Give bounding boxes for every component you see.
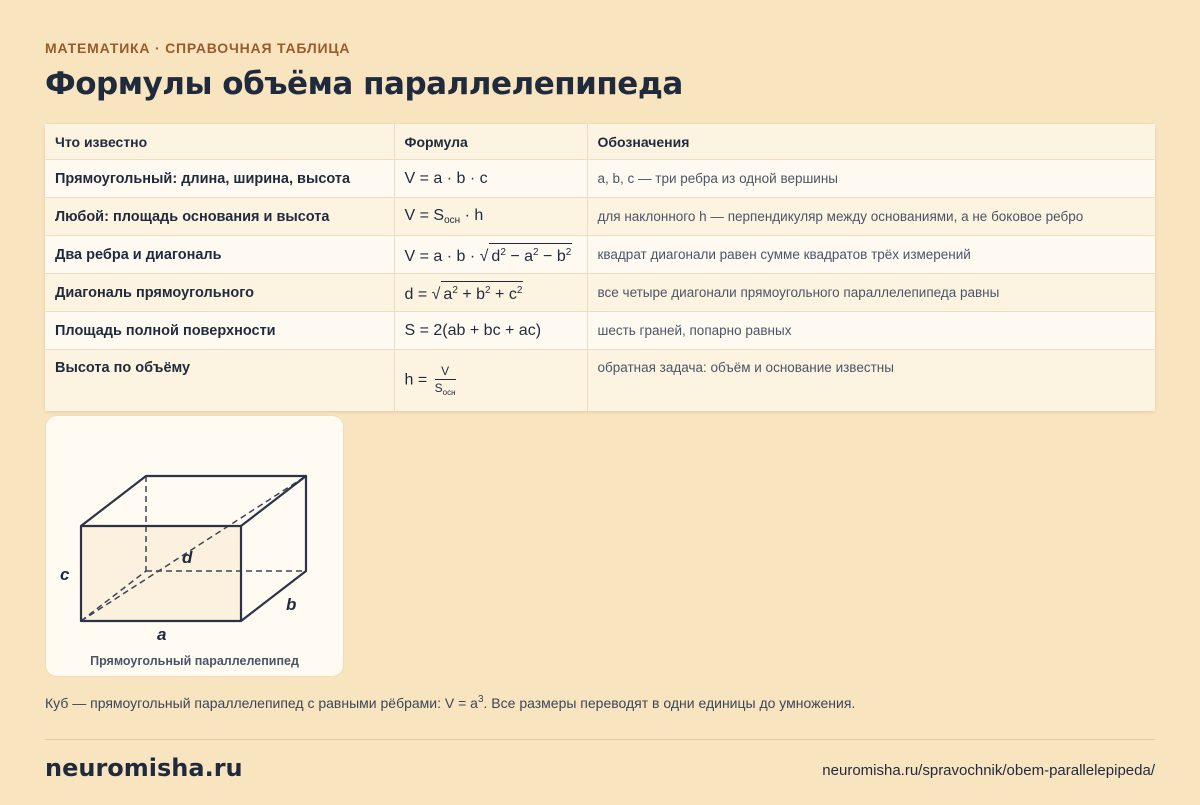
footnote-text: Куб — прямоугольный параллелепипед с равными рёбрами: V = a [45,695,478,711]
row-formula: S = 2(ab + bc + ac) [394,312,587,350]
top-edges [81,476,306,526]
formula-exponent: 2 [485,285,491,296]
row-formula [394,236,587,274]
row-note: a, b, c — три ребра из одной вершины [587,160,1155,198]
formula-text: + c [490,286,517,303]
front-face [81,526,241,621]
table-row [45,236,1155,274]
site-logo[interactable]: neuromisha.ru [45,754,243,782]
table-header-row [45,124,1155,160]
figure-caption: Прямоугольный параллелепипед [90,654,299,668]
row-note: все четыре диагонали прямоугольного параллелепипеда равны [587,274,1155,312]
parallelepiped-diagram [46,416,343,676]
radicand [441,281,523,303]
row-formula [394,274,587,312]
row-note: квадрат диагонали равен сумме квадратов трёх измерений [587,236,1155,274]
formula-text: V = a · b · √ [404,248,489,265]
formula-exponent: 2 [500,247,506,258]
formula-table [45,124,1155,411]
row-note: шесть граней, попарно равных [587,312,1155,350]
formula-exponent: 2 [516,285,523,296]
formula-text: h = [404,371,432,389]
footnote-exponent: 3 [477,694,484,705]
formula-text: + b [457,286,486,303]
table-row [45,350,1155,412]
row-formula [394,350,587,412]
fraction [435,364,456,397]
row-note: обратная задача: объём и основание известны [587,350,1155,412]
row-note: для наклонного h — перпендикуляр между основаниями, а не боковое ребро [587,198,1155,236]
formula-subscript: осн [442,388,456,397]
row-known: Прямоугольный: длина, ширина, высота [45,160,394,198]
table-row [45,274,1155,312]
formula-text: a [443,286,453,303]
label-b: b [286,595,297,614]
page-title: Формулы объёма параллелепипеда [45,66,683,102]
formula-text: d [491,248,501,265]
footer-divider [45,739,1155,740]
formula-exponent: 2 [533,247,539,258]
cube-footnote [45,694,855,711]
parallelepiped-figure-card [45,415,344,677]
radicand [489,243,572,265]
column-header-notation: Обозначения [587,124,1155,160]
fraction-denominator [435,380,456,397]
formula-text: d = √ [404,286,441,303]
formula-subscript: осн [444,215,461,226]
row-known: Любой: площадь основания и высота [45,198,394,236]
table-row [45,198,1155,236]
row-known: Высота по объёму [45,350,394,412]
row-known: Площадь полной поверхности [45,312,394,350]
formula-table-card [45,124,1155,411]
row-formula [394,198,587,236]
formula-text: · h [460,207,484,224]
category-kicker: МАТЕМАТИКА · СПРАВОЧНАЯ ТАБЛИЦА [45,40,351,56]
row-formula: V = a · b · c [394,160,587,198]
page-url-link[interactable]: neuromisha.ru/spravochnik/obem-parallelepipeda/ [822,762,1155,779]
formula-exponent: 2 [452,285,458,296]
label-c: c [60,565,70,584]
formula-text: S [434,381,443,395]
table-row [45,312,1155,350]
formula-text: V = S [404,207,445,224]
label-a: a [157,625,167,644]
column-header-formula: Формула [394,124,587,160]
column-header-known: Что известно [45,124,394,160]
label-d: d [182,548,193,567]
formula-text: − b [538,248,566,265]
formula-exponent: 2 [565,247,572,258]
fraction-numerator: V [435,364,456,380]
footnote-text: . Все размеры переводят в одни единицы до умножения. [483,695,856,711]
formula-text: − a [505,248,534,265]
table-row [45,160,1155,198]
row-known: Два ребра и диагональ [45,236,394,274]
row-known: Диагональ прямоугольного [45,274,394,312]
